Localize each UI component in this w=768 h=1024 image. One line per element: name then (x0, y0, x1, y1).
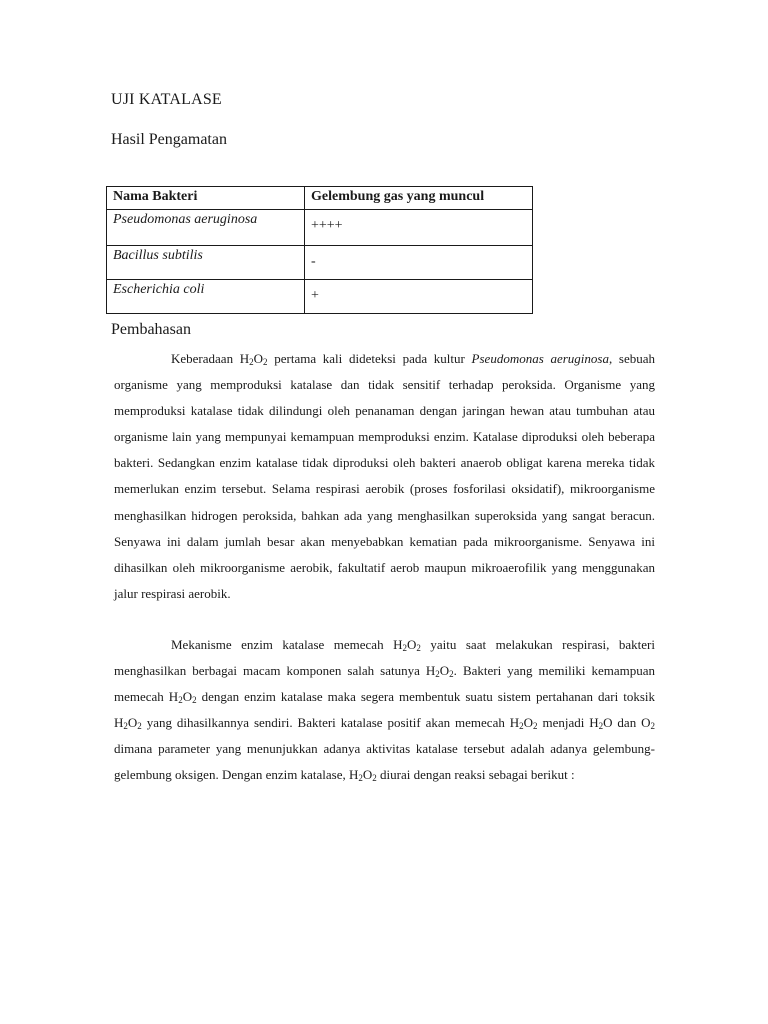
section-heading-results: Hasil Pengamatan (111, 131, 227, 148)
text-run: yang dihasilkannya sendiri. Bakteri katalase positif akan memecah H (141, 715, 520, 731)
subscript: 2 (123, 721, 128, 732)
subscript: 2 (358, 773, 363, 784)
column-header-gas-bubbles: Gelembung gas yang muncul (305, 187, 533, 210)
italic-text: Pseudomonas aeruginosa (471, 351, 609, 366)
table-row (107, 210, 533, 246)
text-run: O (439, 663, 450, 679)
subscript: 2 (449, 669, 454, 680)
subscript: 2 (372, 773, 377, 784)
text-run: O (362, 767, 373, 783)
text-run: O (182, 689, 193, 705)
text-run: dengan enzim katalase maka segera membentuk suatu sistem pertahanan dari toksik H (114, 689, 655, 731)
subscript: 2 (435, 669, 440, 680)
text-run: yaitu saat melakukan respirasi, bakteri menghasilkan berbagai macam komponen salah satunya H (114, 637, 655, 679)
text-run: , sebuah organisme yang memproduksi katalase dan tidak sensitif terhadap peroksida. Organisme yang memproduksi katalase tidak dilindungi oleh penanaman dengan jaringan hewan atau tumbuhan atau organisme lain yang mempunyai kemampuan memproduksi enzim. Katalase diproduksi oleh beberapa bakteri. Sedangkan enzim katalase tidak diproduksi oleh bakteri anaerob obligat karena mereka tidak memerlukan enzim tersebut. Selama respirasi aerobik (proses fosforilasi oksidatif), mikroorganisme menghasilkan hidrogen peroksida, bahkan ada yang menghasilkan superoksida yang sangat beracun. Senyawa ini dalam jumlah besar akan menyebabkan kematian pada mikroorganisme. Senyawa ini dihasilkan oleh mikroorganisme aerobik, fakultatif aerob maupun mikroaerofilik yang menggunakan jalur respirasi aerobik. (114, 351, 655, 601)
subscript: 2 (519, 721, 524, 732)
table-row (107, 280, 533, 314)
text-run: O (127, 715, 138, 731)
text-run: Mekanisme enzim katalase memecah H (171, 637, 403, 652)
bacterium-name: Pseudomonas aeruginosa (107, 210, 305, 246)
text-run: O (253, 351, 264, 366)
subscript: 2 (249, 357, 254, 367)
text-run: Keberadaan H (171, 351, 250, 366)
text-run: dimana parameter yang menunjukkan adanya aktivitas katalase tersebut adalah adanya gelembung-gelembung oksigen. Dengan enzim katalase, H (114, 741, 655, 783)
results-table (106, 186, 533, 314)
discussion-paragraph (114, 632, 655, 789)
column-header-bacteria: Nama Bakteri (107, 187, 305, 210)
text-run: O (406, 637, 417, 652)
gas-bubble-result: ++++ (305, 210, 533, 246)
text-run: pertama kali dideteksi pada kultur (267, 351, 472, 366)
subscript: 2 (533, 721, 538, 732)
subscript: 2 (263, 357, 268, 367)
bacterium-name: Bacillus subtilis (107, 246, 305, 280)
bacterium-name: Escherichia coli (107, 280, 305, 314)
table-row (107, 246, 533, 280)
subscript: 2 (650, 721, 656, 732)
section-heading-discussion: Pembahasan (111, 321, 191, 338)
subscript: 2 (192, 695, 197, 706)
discussion-paragraph (114, 346, 655, 607)
table-header-row (107, 187, 533, 210)
gas-bubble-result: + (305, 280, 533, 314)
subscript: 2 (598, 721, 604, 732)
gas-bubble-result: - (305, 246, 533, 280)
text-run: diurai dengan reaksi sebagai berikut : (376, 767, 575, 783)
subscript: 2 (178, 695, 183, 706)
subscript: 2 (137, 721, 142, 732)
subscript: 2 (402, 643, 407, 653)
document-title: UJI KATALASE (111, 91, 222, 108)
text-run: . Bakteri yang memiliki kemampuan memecah H (114, 663, 655, 705)
text-run: O (523, 715, 534, 731)
text-run: O dan O (603, 715, 651, 731)
text-run: menjadi H (537, 715, 599, 731)
subscript: 2 (416, 643, 421, 653)
